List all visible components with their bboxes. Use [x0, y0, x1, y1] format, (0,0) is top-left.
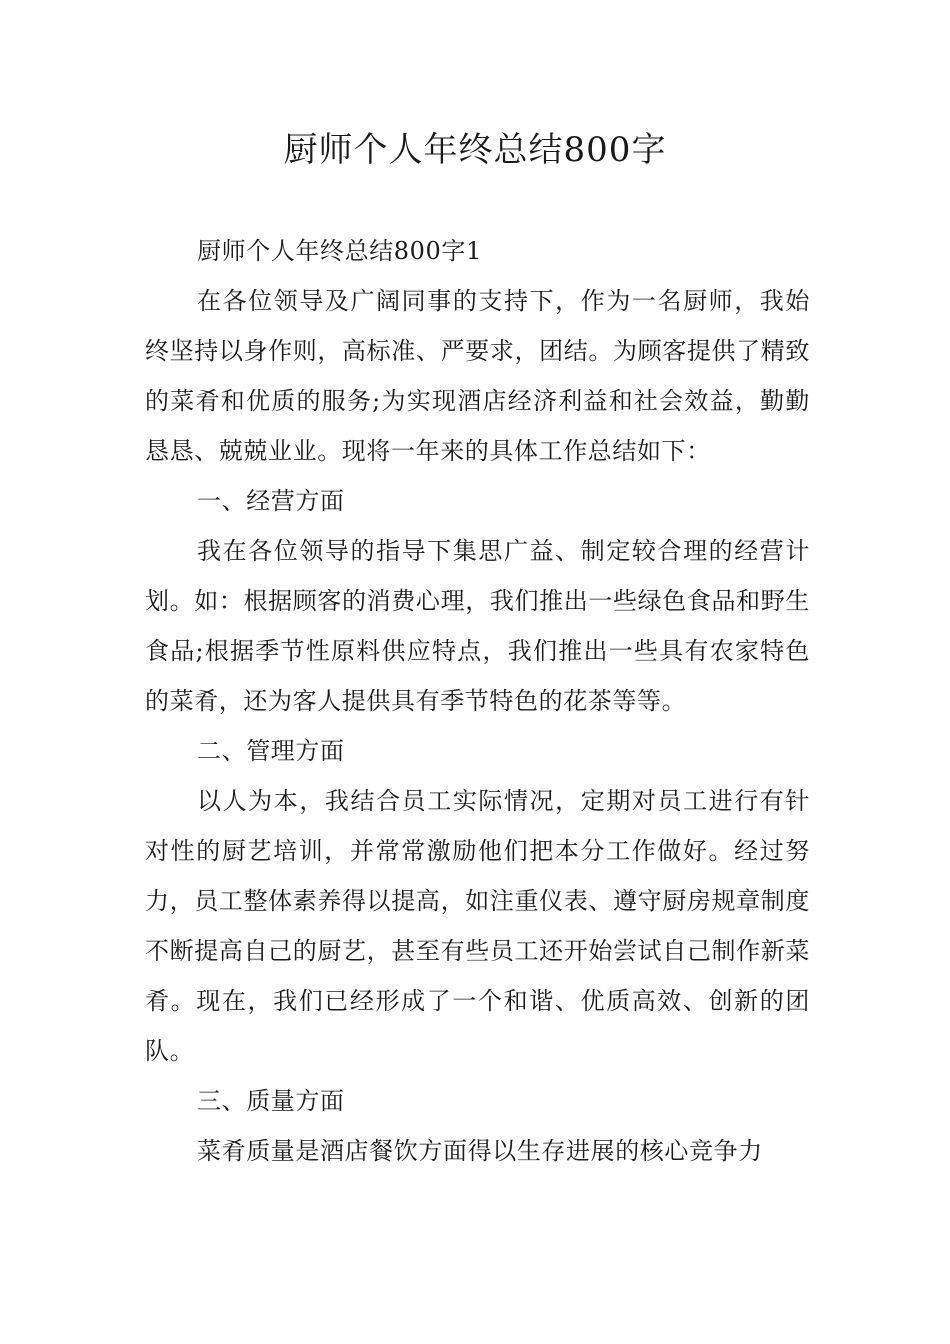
document-body [145, 226, 810, 1176]
operations-paragraph: 我在各位领导的指导下集思广益、制定较合理的经营计划。如：根据顾客的消费心理，我们推出一些绿色食品和野生食品;根据季节性原料供应特点，我们推出一些具有农家特色的菜肴，还为客人提供具有季节特色的花茶等等。 [145, 537, 810, 715]
document-title: 厨师个人年终总结800字 [283, 130, 667, 170]
section-heading-quality: 三、质量方面 [197, 1087, 345, 1115]
intro-paragraph: 在各位领导及广阔同事的支持下，作为一名厨师，我始终坚持以身作则，高标准、严要求，团结。为顾客提供了精致的菜肴和优质的服务;为实现酒店经济利益和社会效益，勤勤恳恳、兢兢业业。现将一年来的具体工作总结如下： [145, 287, 810, 465]
subtitle-paragraph: 厨师个人年终总结800字1 [197, 237, 482, 265]
management-paragraph: 以人为本，我结合员工实际情况，定期对员工进行有针对性的厨艺培训，并常常激励他们把本分工作做好。经过努力，员工整体素养得以提高，如注重仪表、遵守厨房规章制度不断提高自己的厨艺，甚至有些员工还开始尝试自己制作新菜肴。现在，我们已经形成了一个和谐、优质高效、创新的团队。 [145, 787, 810, 1065]
section-heading-operations: 一、经营方面 [197, 487, 345, 515]
section-heading-management: 二、管理方面 [197, 737, 345, 765]
quality-paragraph: 菜肴质量是酒店餐饮方面得以生存进展的核心竞争力 [197, 1137, 763, 1165]
